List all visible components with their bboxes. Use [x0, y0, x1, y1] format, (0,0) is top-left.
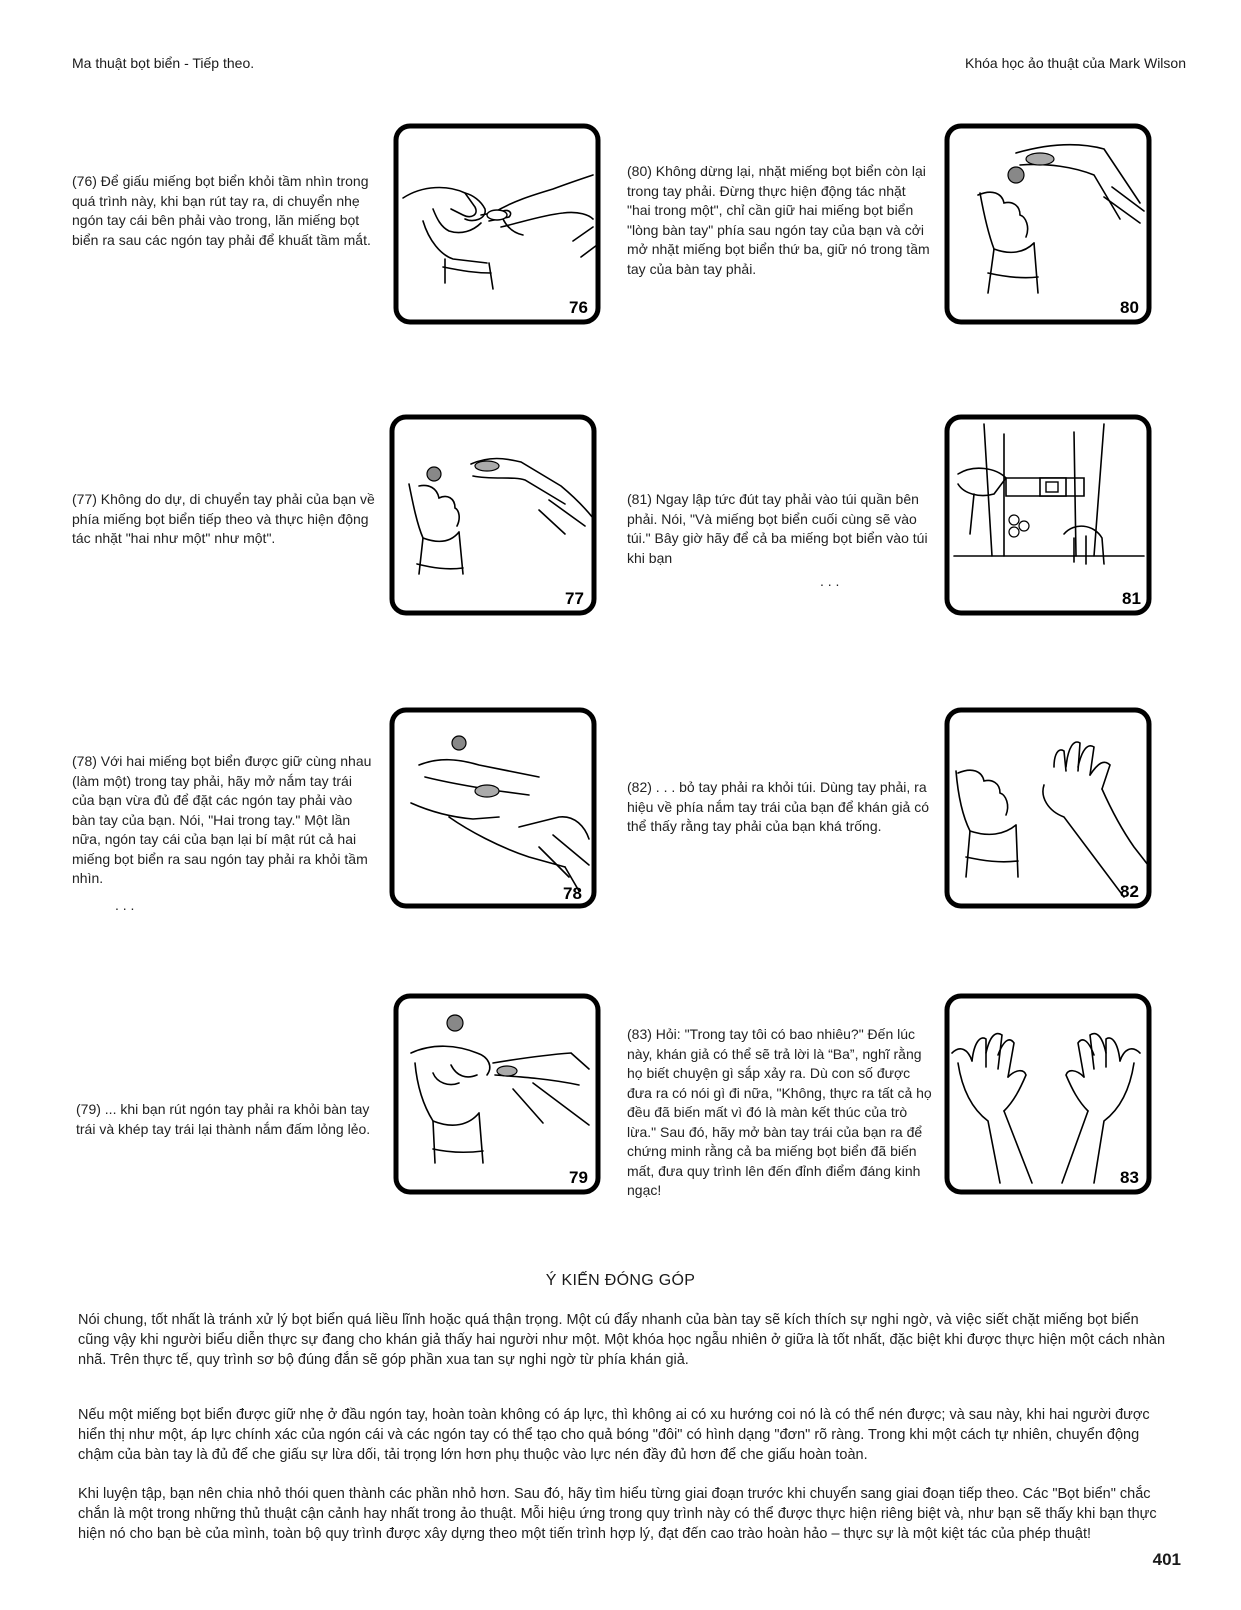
- paragraph-2: Nếu một miếng bọt biển được giữ nhẹ ở đầu ngón tay, hoàn toàn không có áp lực, thì không ai có xu hướng coi nó là có thể nén được; và sau này, khi hai người được hiển thị như một, áp lực chính xác của ngón cái và các ngón tay có thể tạo cho quả bóng "đôi" có hình dạng "đơn" rõ ràng. Trong khi một cách tự nhiên, chuyển động chậm của bàn tay là đủ để che giấu sự lừa dối, tải trọng lớn hơn phụ thuộc vào lực nén đầy đủ hơn để che giấu hoàn toàn.: [78, 1407, 1150, 1463]
- caption-81-ellipsis: . . .: [820, 573, 840, 589]
- figure-77: [389, 414, 597, 616]
- caption-81: (81) Ngay lập tức đút tay phải vào túi quần bên phải. Nói, "Và miếng bọt biển cuối cùng sẽ vào túi." Bây giờ hãy để cả ba miếng bọt biển vào túi khi bạn: [627, 491, 928, 566]
- figure-80-number: 80: [1120, 298, 1139, 317]
- caption-78: (78) Với hai miếng bọt biển được giữ cùng nhau (làm một) trong tay phải, hãy mở nắm tay trái của bạn vừa đủ để đặt các ngón tay phải vào bàn tay của bạn. Nói, "Hai trong tay." Một lần nữa, ngón tay cái của bạn lại bí mật rút cả hai miếng bọt biển ra sau ngón tay phải ra khỏi tầm nhìn.: [72, 753, 372, 886]
- page-number: 401: [1152, 1550, 1181, 1569]
- figure-78: [389, 707, 597, 909]
- figure-82: [944, 707, 1152, 909]
- figure-80: [944, 123, 1152, 325]
- figure-82-illustration: [944, 707, 1152, 909]
- figure-76: [393, 123, 601, 325]
- caption-82: (82) . . . bỏ tay phải ra khỏi túi. Dùng tay phải, ra hiệu về phía nắm tay trái của bạn để khán giả có thể thấy rằng tay phải của bạn khá trống.: [627, 779, 929, 834]
- figure-78-illustration: [389, 707, 597, 909]
- figure-81-number: 81: [1122, 589, 1141, 608]
- figure-80-illustration: [944, 123, 1152, 325]
- caption-76: (76) Để giấu miếng bọt biển khỏi tầm nhìn trong quá trình này, khi bạn rút tay ra, di chuyển nhẹ ngón tay cái bên phải vào trong, lăn miếng bọt biển ra sau các ngón tay phải để khuất tầm mắt.: [72, 173, 371, 248]
- caption-78-ellipsis: . . .: [115, 897, 135, 913]
- figure-83-number: 83: [1120, 1168, 1139, 1187]
- figure-82-number: 82: [1120, 882, 1139, 901]
- figure-77-number: 77: [565, 589, 584, 608]
- caption-80: (80) Không dừng lại, nhặt miếng bọt biển còn lại trong tay phải. Đừng thực hiện động tác nhặt "hai trong một", chỉ cần giữ hai miếng bọt biển "lòng bàn tay" phía sau ngón tay của bạn và cởi mở nhặt miếng bọt biển thứ ba, giữ nó trong tầm tay của bàn tay phải.: [627, 163, 930, 277]
- running-header-right: Khóa học ảo thuật của Mark Wilson: [964, 55, 1186, 71]
- figure-81-illustration: [944, 414, 1152, 616]
- figure-78-number: 78: [563, 884, 582, 903]
- figure-77-illustration: [389, 414, 597, 616]
- caption-83: (83) Hỏi: "Trong tay tôi có bao nhiêu?" Đến lúc này, khán giả có thể sẽ trả lời là “Ba”, nghĩ rằng họ biết chuyện gì sắp xảy ra. Dù con số được đưa ra có nói gì đi nữa, "Không, thực ra tất cả họ đều đã biến mất vì đó là màn kết thúc của trò lừa." Sau đó, hãy mở bàn tay trái của bạn ra để chứng minh rằng cả ba miếng bọt biển đã biến mất, đưa quy trình lên đến đỉnh điểm đáng kinh ngạc!: [627, 1026, 932, 1198]
- figure-79-number: 79: [569, 1168, 588, 1187]
- caption-77: (77) Không do dự, di chuyển tay phải của bạn về phía miếng bọt biển tiếp theo và thực hiện động tác nhặt "hai như một" như một".: [72, 491, 375, 546]
- figure-83-illustration: [944, 993, 1152, 1195]
- running-header-left: Ma thuật bọt biển - Tiếp theo.: [72, 55, 255, 71]
- figure-83: [944, 993, 1152, 1195]
- paragraph-1: Nói chung, tốt nhất là tránh xử lý bọt biển quá liều lĩnh hoặc quá thận trọng. Một cú đẩy nhanh của bàn tay sẽ kích thích sự nghi ngờ, và việc siết chặt miếng bọt biển cũng vậy khi người biểu diễn thực sự đang cho khán giả thấy hai người như một. Một khóa học ngẫu nhiên ở giữa là tốt nhất, đặc biệt khi được thực hiện một cách nhàn nhã. Trên thực tế, quy trình sơ bộ đúng đắn sẽ góp phần xua tan sự nghi ngờ từ phía khán giả.: [78, 1312, 1166, 1368]
- figure-79-illustration: [393, 993, 601, 1195]
- section-title: Ý KIẾN ĐÓNG GÓP: [545, 1272, 696, 1289]
- figure-76-illustration: [393, 123, 601, 325]
- paragraph-3: Khi luyện tập, bạn nên chia nhỏ thói quen thành các phần nhỏ hơn. Sau đó, hãy tìm hiểu từng giai đoạn trước khi chuyển sang giai đoạn tiếp theo. Các "Bọt biển" chắc chắn là một trong những thủ thuật cận cảnh hay nhất trong ảo thuật. Mỗi hiệu ứng trong quy trình này có thể được thực hiện riêng biệt và, như bạn sẽ thấy khi bạn thực hiện nó cho bạn bè của mình, toàn bộ quy trình được xây dựng theo một tiến trình hợp lý, đạt đến cao trào hoàn hảo – thực sự là một kiệt tác của phép thuật!: [78, 1486, 1157, 1542]
- figure-76-number: 76: [569, 298, 588, 317]
- figure-79: [393, 993, 601, 1195]
- figure-81: [944, 414, 1152, 616]
- caption-79: (79) ... khi bạn rút ngón tay phải ra khỏi bàn tay trái và khép tay trái lại thành nắm đấm lỏng lẻo.: [76, 1101, 371, 1137]
